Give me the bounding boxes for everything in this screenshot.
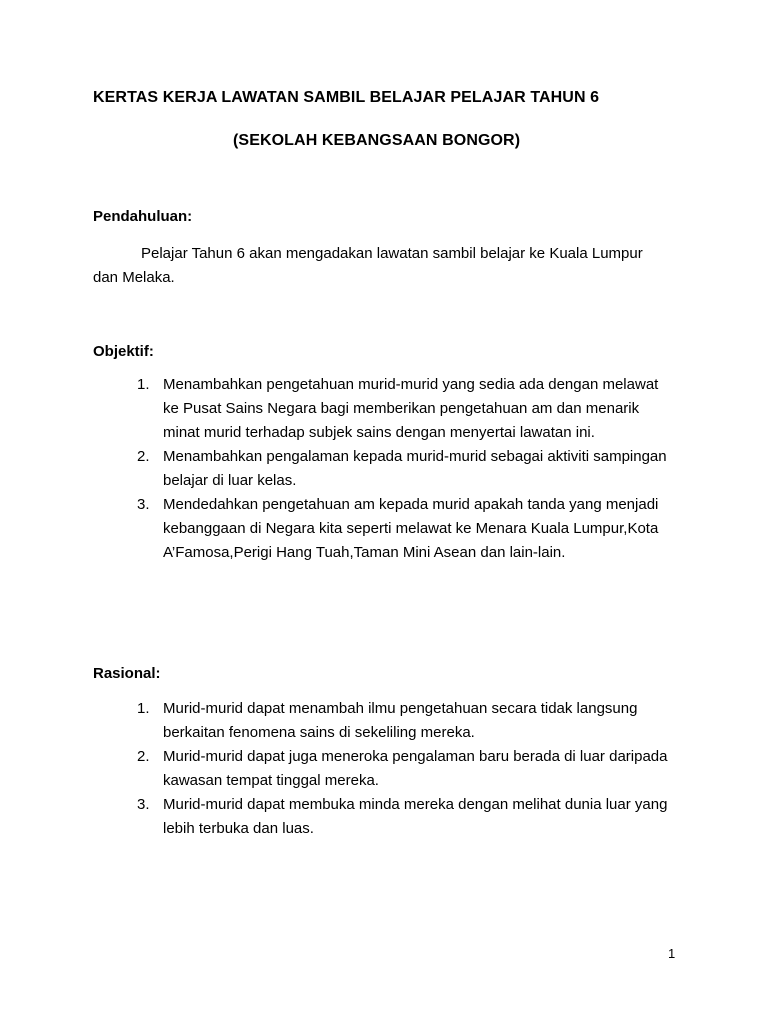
paragraph-pendahuluan: Pelajar Tahun 6 akan mengadakan lawatan sambil belajar ke Kuala Lumpur dan Melaka. bbox=[93, 245, 643, 286]
list-item-text: Menambahkan pengalaman kepada murid-murid sebagai aktiviti sampingan belajar di luar kelas. bbox=[163, 448, 667, 489]
list-item-text: Mendedahkan pengetahuan am kepada murid apakah tanda yang menjadi kebanggaan di Negara kita seperti melawat ke Menara Kuala Lumpur,Kota A’Famosa,Perigi Hang Tuah,Taman Mini Asean dan lain-lain. bbox=[163, 496, 659, 561]
list-item bbox=[0, 745, 673, 793]
objektif-list bbox=[0, 373, 673, 565]
heading-objektif: Objektif: bbox=[93, 343, 154, 360]
list-item-number: 1. bbox=[137, 376, 150, 393]
list-item bbox=[0, 445, 673, 493]
heading-pendahuluan: Pendahuluan: bbox=[93, 208, 193, 225]
list-item-number: 3. bbox=[137, 496, 150, 513]
list-item bbox=[0, 697, 673, 745]
heading-rasional: Rasional: bbox=[93, 665, 161, 682]
document-subtitle: (SEKOLAH KEBANGSAAN BONGOR) bbox=[233, 132, 521, 149]
list-item-text: Murid-murid dapat juga meneroka pengalaman baru berada di luar daripada kawasan tempat tinggal mereka. bbox=[163, 748, 668, 789]
list-item bbox=[0, 373, 673, 445]
list-item bbox=[0, 493, 673, 565]
list-item-text: Murid-murid dapat menambah ilmu pengetahuan secara tidak langsung berkaitan fenomena sains di sekeliling mereka. bbox=[163, 700, 638, 741]
document-title: KERTAS KERJA LAWATAN SAMBIL BELAJAR PELAJAR TAHUN 6 bbox=[93, 89, 600, 106]
list-item-number: 2. bbox=[137, 748, 150, 765]
page-number: 1 bbox=[668, 946, 676, 961]
list-item-text: Menambahkan pengetahuan murid-murid yang sedia ada dengan melawat ke Pusat Sains Negara bagi memberikan pengetahuan am dan menarik minat murid terhadap subjek sains dengan menyertai lawatan ini. bbox=[163, 376, 659, 441]
list-item-number: 1. bbox=[137, 700, 150, 717]
list-item-text: Murid-murid dapat membuka minda mereka dengan melihat dunia luar yang lebih terbuka dan luas. bbox=[163, 796, 668, 837]
list-item bbox=[0, 793, 673, 841]
list-item-number: 3. bbox=[137, 796, 150, 813]
rasional-list bbox=[0, 697, 673, 841]
list-item-number: 2. bbox=[137, 448, 150, 465]
